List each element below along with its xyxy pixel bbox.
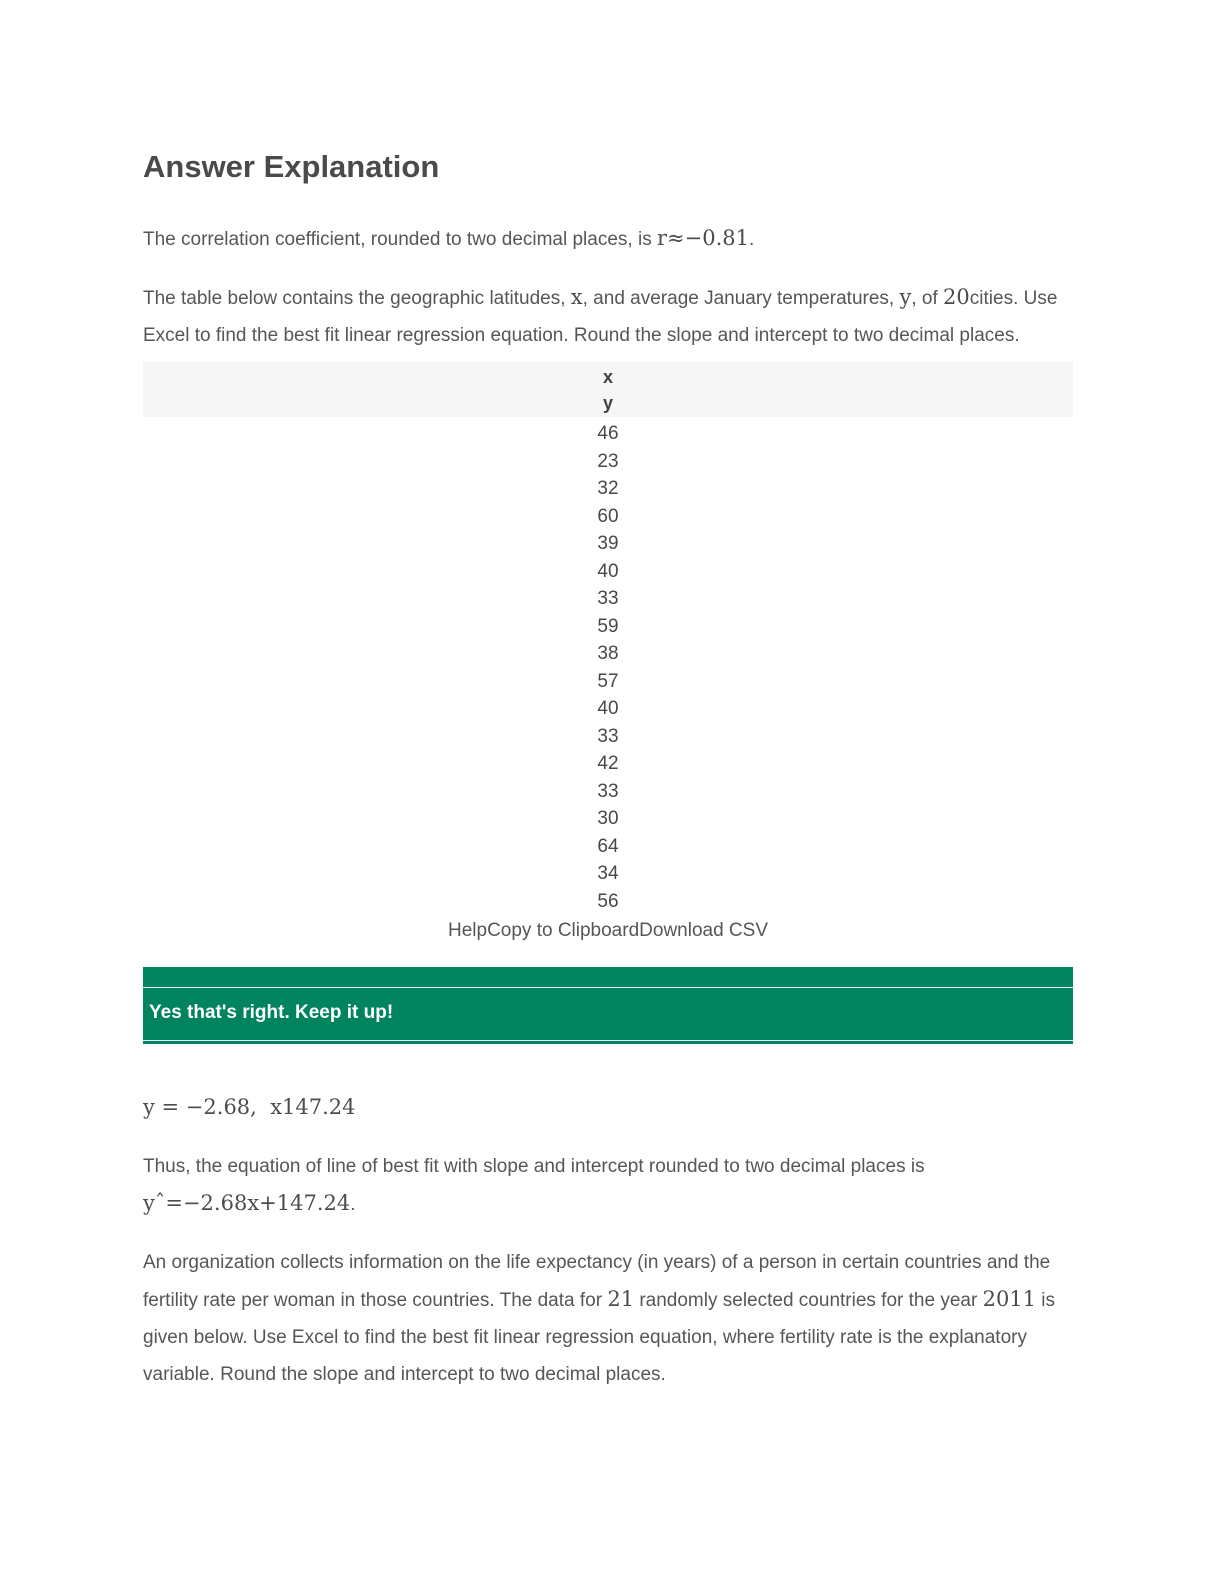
table-value-row: 32: [597, 478, 619, 499]
text-fragment: An organization collects information on the life expectancy (in years) of a person in certain countries and the fertility rate per woman in those countries. The data for: [143, 1252, 1051, 1311]
text-fragment: is given below. Use Excel to find the best fit linear regression equation, where fertility rate is the explanatory variable. Round the slope and intercept to two decimal places.: [143, 1290, 1056, 1385]
math-fragment: x: [570, 285, 583, 309]
math-fragment: r≈−0.81: [656, 226, 749, 250]
math-fragment: y = −2.68, x147.24: [143, 1095, 356, 1119]
text-fragment: cities. Use Excel to find the best fit linear regression equation. Round the slope and intercept to two decimal places.: [143, 288, 1058, 346]
text-fragment: The correlation coefficient, rounded to two decimal places, is: [143, 229, 657, 250]
conclusion-text: [143, 1148, 1073, 1223]
math-fragment: 2011: [982, 1287, 1037, 1311]
table-value-row: 46: [597, 423, 619, 444]
text-fragment: Thus, the equation of line of best fit with slope and intercept rounded to two decimal places is: [143, 1156, 925, 1177]
table-value-row: 40: [597, 698, 619, 719]
text-fragment: , of: [911, 288, 944, 309]
table-value-row: 56: [597, 890, 619, 912]
table-value-row: 40: [597, 560, 619, 582]
text-fragment: .: [350, 1194, 356, 1215]
math-fragment: 21: [607, 1287, 635, 1311]
success-banner: [143, 967, 1073, 1044]
table-header: [143, 362, 1073, 417]
table-body: [143, 417, 1073, 915]
math-fragment: y: [899, 285, 912, 309]
download-csv-link[interactable]: Download CSV: [639, 920, 768, 941]
next-question-text: [143, 1244, 1073, 1393]
text-fragment: The table below contains the geographic latitudes,: [143, 288, 571, 309]
math-fragment: 20: [943, 285, 970, 309]
text-fragment: randomly selected countries for the year: [634, 1290, 983, 1311]
success-message: Yes that's right. Keep it up!: [149, 1002, 394, 1023]
page-title: Answer Explanation: [143, 149, 440, 184]
table-value-row: 60: [597, 505, 619, 527]
table-value-row: 39: [597, 533, 619, 554]
table-value-row: 59: [597, 615, 619, 637]
table-value-row: 38: [597, 643, 619, 664]
table-value-row: 33: [597, 588, 619, 609]
table-intro-text: [143, 279, 1073, 354]
table-value-row: 57: [597, 670, 619, 692]
text-fragment: , and average January temperatures,: [582, 288, 900, 309]
table-value-row: 42: [597, 753, 619, 774]
copy-to-clipboard-link[interactable]: Copy to Clipboard: [487, 920, 640, 941]
equation-result: [143, 1092, 1073, 1122]
help-link[interactable]: Help: [447, 920, 488, 941]
table-value-row: 33: [597, 725, 619, 747]
table-value-row: 33: [597, 780, 619, 802]
table-value-row: 34: [597, 863, 619, 884]
table-value-row: 30: [597, 808, 619, 829]
content-area: [143, 150, 1073, 1393]
table-toolbar: [143, 917, 1073, 945]
table-value-row: 64: [597, 835, 619, 857]
table-header-y: y: [602, 393, 613, 413]
banner-divider-bottom: [143, 1040, 1073, 1041]
table-value-row: 23: [597, 450, 619, 472]
math-fragment: yˆ=−2.68x+147.24: [143, 1191, 351, 1215]
correlation-text: [143, 220, 1073, 258]
text-fragment: .: [748, 229, 755, 250]
data-table: [143, 362, 1073, 915]
table-header-x: x: [602, 367, 613, 387]
